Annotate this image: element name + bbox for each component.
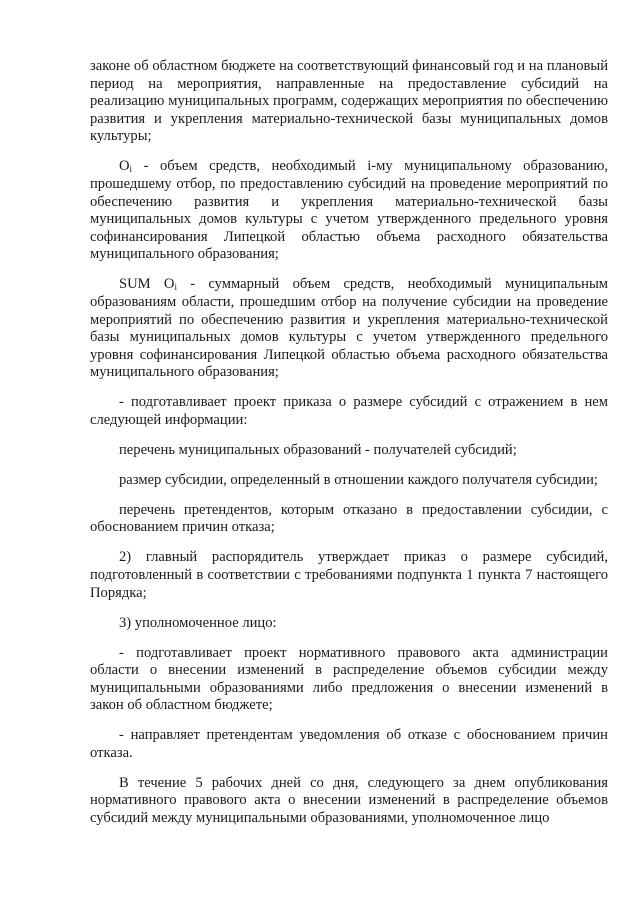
paragraph-9: 3) уполномоченное лицо:	[119, 614, 277, 631]
paragraph-12: В течение 5 рабочих дней со дня, следующего за днем опубликования нормативного правового акта о внесении изменений в распределение объемов субсидий между муниципальными образованиями, уполномоченное лицо	[90, 774, 608, 827]
paragraph-5: перечень муниципальных образований - получателей субсидий;	[119, 441, 517, 458]
variable-sum-o: SUM O	[119, 276, 175, 293]
paragraph-7: перечень претендентов, которым отказано в предоставлении субсидии, с обоснованием причин отказа;	[90, 501, 608, 536]
variable-o: O	[119, 158, 130, 175]
paragraph-10: - подготавливает проект нормативного правового акта администрации области о внесении изменений в распределение объемов субсидии между муниципальными образованиями либо предложения о внесении изменений в закон об областном бюджете;	[90, 644, 608, 714]
variable-subscript: i	[129, 164, 133, 175]
variable-subscript: i	[174, 282, 177, 293]
paragraph-3: SUM $O_i$ - суммарный объем средств, необходимый муниципальным образованиям области, прошедшим отбор на получение субсидии на проведение мероприятий по обеспечению развития и укрепления материально-технической базы муниципальных домов культуры с учетом утвержденного предельного уровня софинансирования Липецкой областью объема расходного обязательства муниципального образования;	[90, 276, 608, 381]
paragraph-6: размер субсидии, определенный в отношении каждого получателя субсидии;	[119, 471, 598, 488]
paragraph-11: - направляет претендентам уведомления об отказе с обоснованием причин отказа.	[90, 727, 608, 761]
document-page	[90, 58, 608, 828]
paragraph-2: $O_i$ - объем средств, необходимый i-му муниципальному образованию, прошедшему отбор, по предоставлению субсидий на проведение мероприятий по обеспечению развития и укрепления материально-технической базы муниципальных домов культуры с учетом утвержденного предельного уровня софинансирования Липецкой областью объема расходного обязательства муниципального образования;	[90, 158, 608, 263]
paragraph-8: 2) главный распорядитель утверждает приказ о размере субсидий, подготовленный в соответствии с требованиями подпункта 1 пункта 7 настоящего Порядка;	[90, 549, 608, 601]
paragraph-4: - подготавливает проект приказа о размере субсидий с отражением в нем следующей информации:	[90, 394, 608, 428]
paragraph-1: законе об областном бюджете на соответствующий финансовый год и на плановый период на мероприятия, направленные на предоставление субсидий на реализацию муниципальных программ, содержащих мероприятия по обеспечению развития и укрепления материально-технической базы муниципальных домов культуры;	[90, 58, 608, 145]
